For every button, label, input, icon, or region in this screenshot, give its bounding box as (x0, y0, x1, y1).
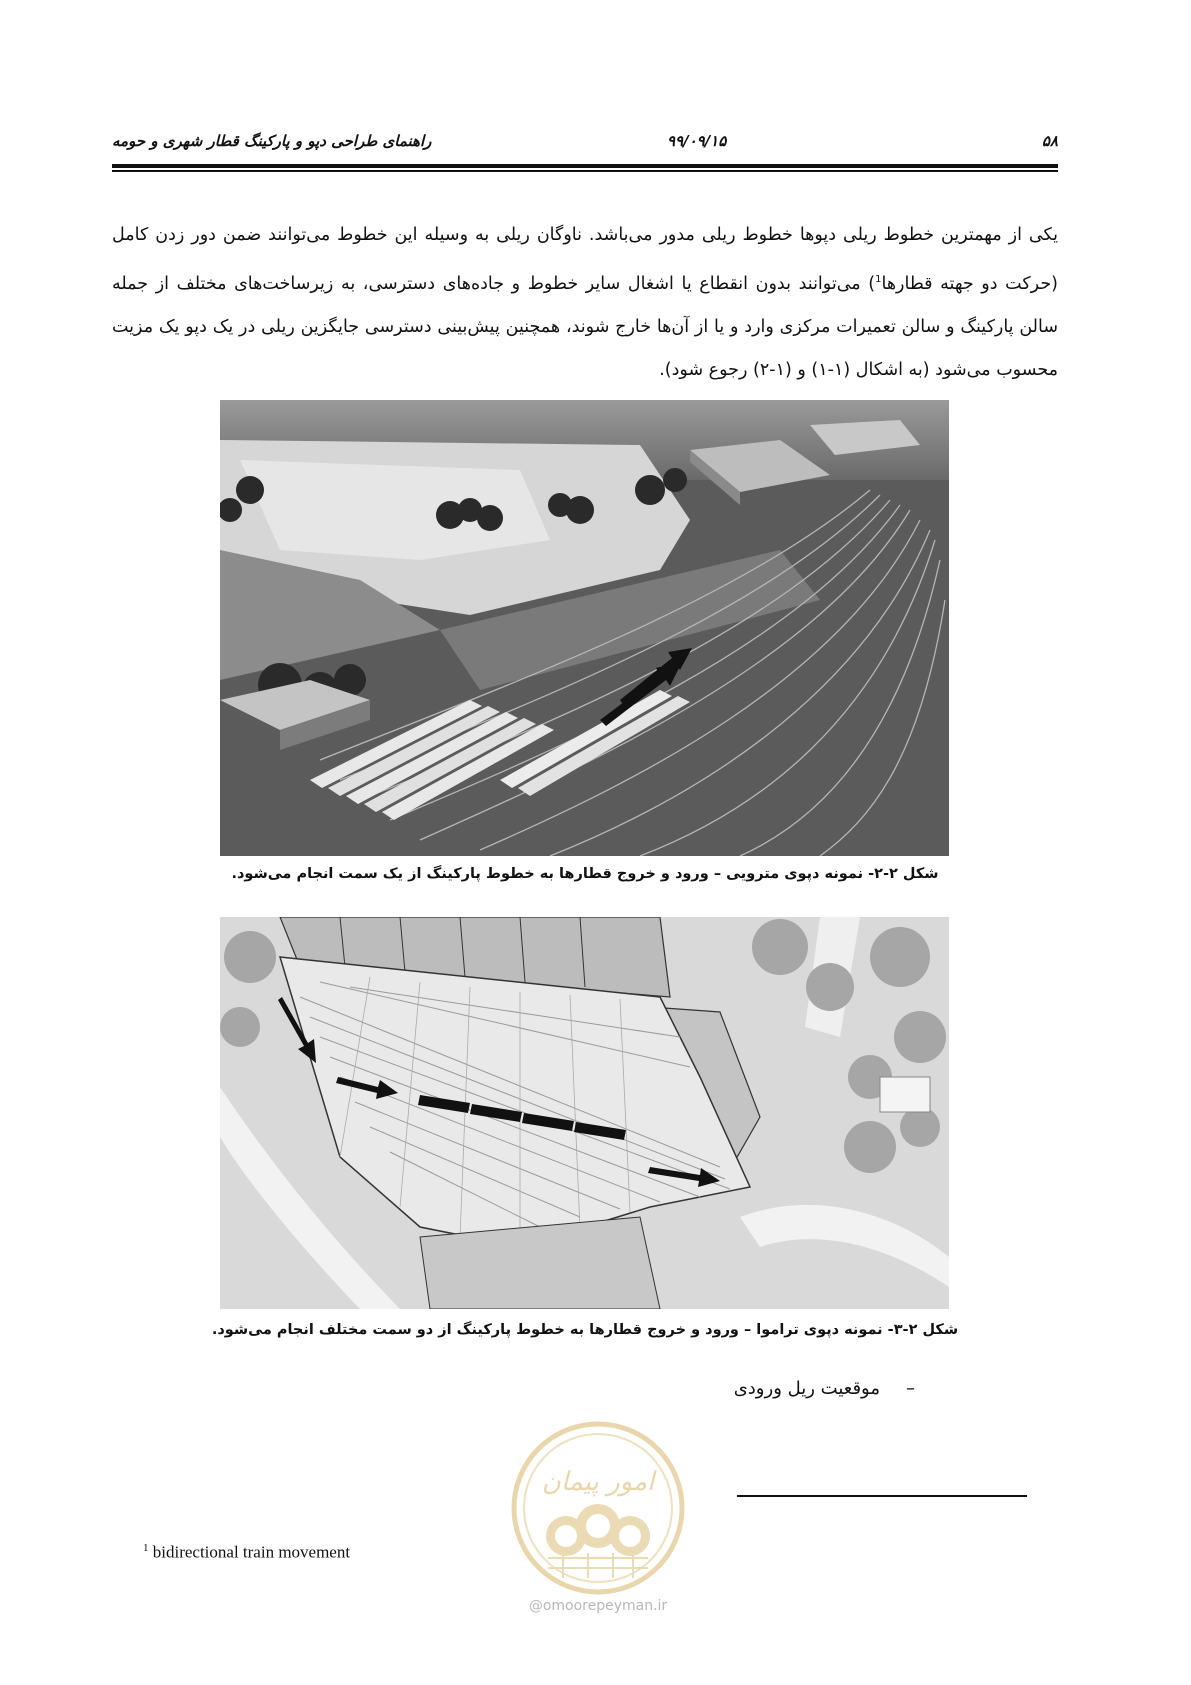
paragraph-part-2: ) می‌توانند بدون انقطاع یا اشغال سایر خطوط و جاده‌های دسترسی، به زیرساخت‌های مختلف از جمله سالن پارکینگ و سالن تعمیرات مرکزی وارد و یا از آن‌ها خارج شوند، همچنین پیش‌بینی دسترسی جایگزین ریلی در یک دپو یک مزیت محسوب می‌شود (به اشکال (۱-۱) و (۱-۲) رجوع شود). (112, 273, 1058, 381)
header-rule-thick (112, 164, 1058, 168)
svg-text:امور پیمان: امور پیمان (541, 1467, 655, 1497)
body-paragraph (112, 214, 1058, 393)
metro-depot-aerial-photo (220, 400, 949, 856)
bullet-dash: – (906, 1378, 915, 1399)
header-date: ۹۹/۰۹/۱۵ (667, 132, 727, 150)
bullet-item-entry-rail-location (734, 1378, 915, 1399)
footnote-reference[interactable]: 1 (875, 273, 882, 285)
page-header (112, 128, 1058, 158)
footnote-rule (737, 1495, 1027, 1497)
header-title: راهنمای طراحی دپو و پارکینگ قطار شهری و حومه (112, 132, 432, 150)
watermark-site: @omoorepeyman.ir (528, 1598, 668, 1614)
tram-depot-plan-diagram (220, 917, 949, 1309)
bullet-text: موقعیت ریل ورودی (733, 1378, 880, 1399)
figure-2-caption: شکل ۲-۳- نمونه دپوی تراموا – ورود و خروج قطارها به خطوط پارکینگ از دو سمت مختلف انجام می‌شود. (211, 1322, 959, 1338)
footnote-text: bidirectional train movement (152, 1542, 351, 1562)
footnote (143, 1542, 350, 1563)
footnote-number: 1 (143, 1542, 149, 1554)
page-number: ۵۸ (1041, 132, 1058, 150)
figure-1-caption: شکل ۲-۲- نمونه دپوی مترویی – ورود و خروج قطارها به خطوط پارکینگ از یک سمت انجام می‌شود. (231, 866, 939, 882)
header-rule-thin (112, 170, 1058, 172)
omoorepeyman-seal-logo (508, 1418, 688, 1598)
paragraph-part-1: یکی از مهمترین خطوط ریلی دپوها خطوط ریلی مدور می‌باشد. ناوگان ریلی به وسیله این خطوط می‌توانند ضمن دور زدن کامل (حرکت دو جهته قطارها (112, 225, 1058, 294)
